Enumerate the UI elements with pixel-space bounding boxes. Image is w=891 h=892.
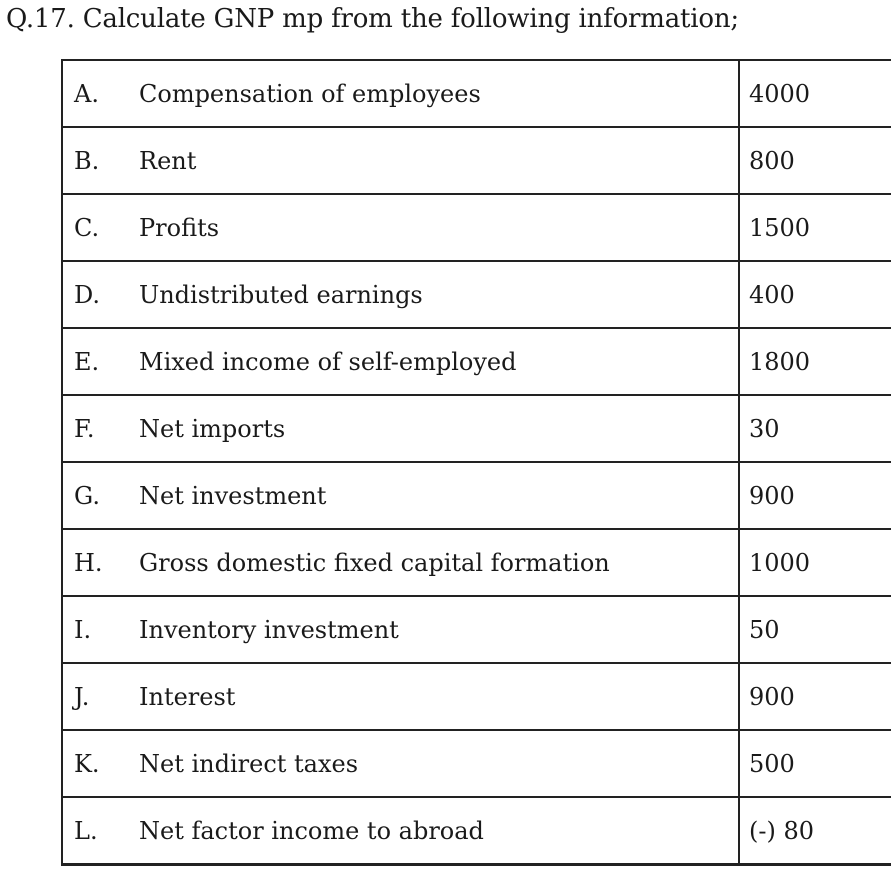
- row-description: Undistributed earnings: [139, 280, 423, 309]
- item-cell: [62, 395, 739, 462]
- item-cell: [62, 60, 739, 127]
- row-value: 800: [739, 127, 891, 194]
- table-row: [62, 261, 891, 328]
- table-row: [62, 462, 891, 529]
- row-description: Compensation of employees: [139, 79, 481, 108]
- table-row: [62, 60, 891, 127]
- row-letter: F.: [74, 414, 95, 443]
- row-description: Net indirect taxes: [139, 749, 359, 778]
- row-value: 500: [739, 730, 891, 797]
- table-row: [62, 328, 891, 395]
- row-description: Net factor income to abroad: [139, 816, 484, 845]
- row-value: 4000: [739, 60, 891, 127]
- table-row: [62, 730, 891, 797]
- row-value: 1800: [739, 328, 891, 395]
- item-cell: [62, 194, 739, 261]
- row-description: Profits: [139, 213, 220, 242]
- row-value: 900: [739, 663, 891, 730]
- item-cell: [62, 529, 739, 596]
- row-description: Mixed income of self-employed: [139, 347, 517, 376]
- item-cell: [62, 730, 739, 797]
- row-letter: G.: [74, 481, 100, 510]
- table-row: [62, 596, 891, 663]
- row-value: (-) 80: [739, 797, 891, 865]
- row-value: 50: [739, 596, 891, 663]
- row-letter: L.: [74, 816, 98, 845]
- table-row: [62, 127, 891, 194]
- table-row: [62, 395, 891, 462]
- row-description: Interest: [139, 682, 236, 711]
- row-letter: E.: [74, 347, 100, 376]
- row-description: Inventory investment: [139, 615, 399, 644]
- row-letter: C.: [74, 213, 100, 242]
- item-cell: [62, 127, 739, 194]
- item-cell: [62, 797, 739, 865]
- row-description: Rent: [139, 146, 197, 175]
- row-value: 900: [739, 462, 891, 529]
- data-table: [61, 59, 891, 866]
- row-letter: H.: [74, 548, 103, 577]
- row-description: Net investment: [139, 481, 327, 510]
- item-cell: [62, 261, 739, 328]
- item-cell: [62, 663, 739, 730]
- row-description: Net imports: [139, 414, 286, 443]
- row-letter: I.: [74, 615, 92, 644]
- row-value: 1500: [739, 194, 891, 261]
- row-letter: J.: [74, 682, 90, 711]
- table-row: [62, 194, 891, 261]
- row-value: 400: [739, 261, 891, 328]
- row-letter: K.: [74, 749, 100, 778]
- row-letter: D.: [74, 280, 101, 309]
- row-value: 30: [739, 395, 891, 462]
- item-cell: [62, 462, 739, 529]
- row-letter: B.: [74, 146, 100, 175]
- question-title: Q.17. Calculate GNP mp from the following information;: [6, 4, 739, 34]
- table-row: [62, 797, 891, 865]
- table-row: [62, 529, 891, 596]
- row-value: 1000: [739, 529, 891, 596]
- item-cell: [62, 596, 739, 663]
- row-description: Gross domestic fixed capital formation: [139, 548, 610, 577]
- item-cell: [62, 328, 739, 395]
- row-letter: A.: [74, 79, 99, 108]
- table-row: [62, 663, 891, 730]
